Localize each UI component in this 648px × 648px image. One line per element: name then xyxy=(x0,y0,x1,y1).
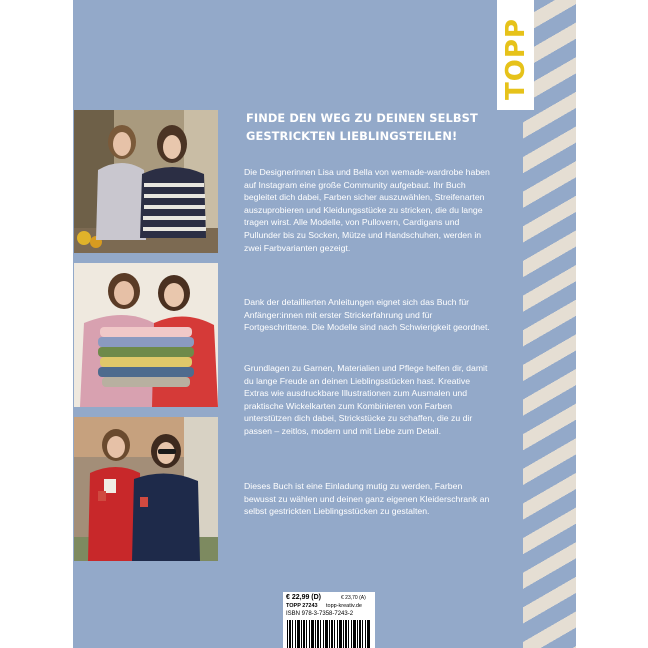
publisher-logo xyxy=(497,0,534,110)
price-austria: € 23,70 (A) xyxy=(341,595,366,601)
paragraph-invitation: Dieses Buch ist eine Einladung mutig zu werden, Farben bewusst zu wählen und deinen ganz eigenen Kleiderschrank an selbst gestrickten Lieblingsstücken zu gestalten. xyxy=(244,481,490,517)
photo-two-women-outdoors xyxy=(74,110,218,253)
photo-women-with-coffee xyxy=(74,417,218,561)
barcode-icon xyxy=(287,620,371,648)
paragraph-instructions: Dank der detaillierten Anleitungen eignet sich das Buch für Anfänger:innen mit erster Strickerfahrung und für Fortgeschrittene. Die Modelle sind nach Schwierigkeit geordnet. xyxy=(244,297,490,333)
paragraph-basics: Grundlagen zu Garnen, Materialien und Pflege helfen dir, damit du lange Freude an deinen Lieblingsstücken hast. Kreative Extras wie ausdruckbare Illustrationen zum Ausmalen und praktische Wickelkarten zum Kombinieren von Farben unterstützen dich dabei, Strickstücke zu schaffen, die zu dir passen – zeitlos, modern und mit Liebe zum Detail. xyxy=(244,363,488,436)
isbn-number: ISBN 978-3-7358-7243-2 xyxy=(286,611,354,617)
price-germany: € 22,99 (D) xyxy=(286,594,322,601)
paragraph-intro: Die Designerinnen Lisa und Bella von wemade-wardrobe haben auf Instagram eine große Community aufgebaut. Ihr Buch begleitet dich dabei, Farben sicher auszuwählen, Streifenarten auszuprobieren und Kleidungsstücke zu stricken, die du lange tragen wirst. Alle Modelle, von Pullovern, Cardigans und Pullunder bis zu Socken, Mütze und Handschuhen, werden in zwei Farbvarianten gezeigt. xyxy=(244,167,490,253)
photo-women-holding-sweaters xyxy=(74,263,218,407)
barcode-label xyxy=(283,592,375,648)
headline: FINDE DEN WEG ZU DEINEN SELBST GESTRICKTEN LIEBLINGSTEILEN! xyxy=(246,111,478,143)
publisher-logo-text: TOPP xyxy=(501,18,531,100)
product-code: TOPP 27243 xyxy=(286,603,318,609)
publisher-website: topp-kreativ.de xyxy=(326,603,362,609)
